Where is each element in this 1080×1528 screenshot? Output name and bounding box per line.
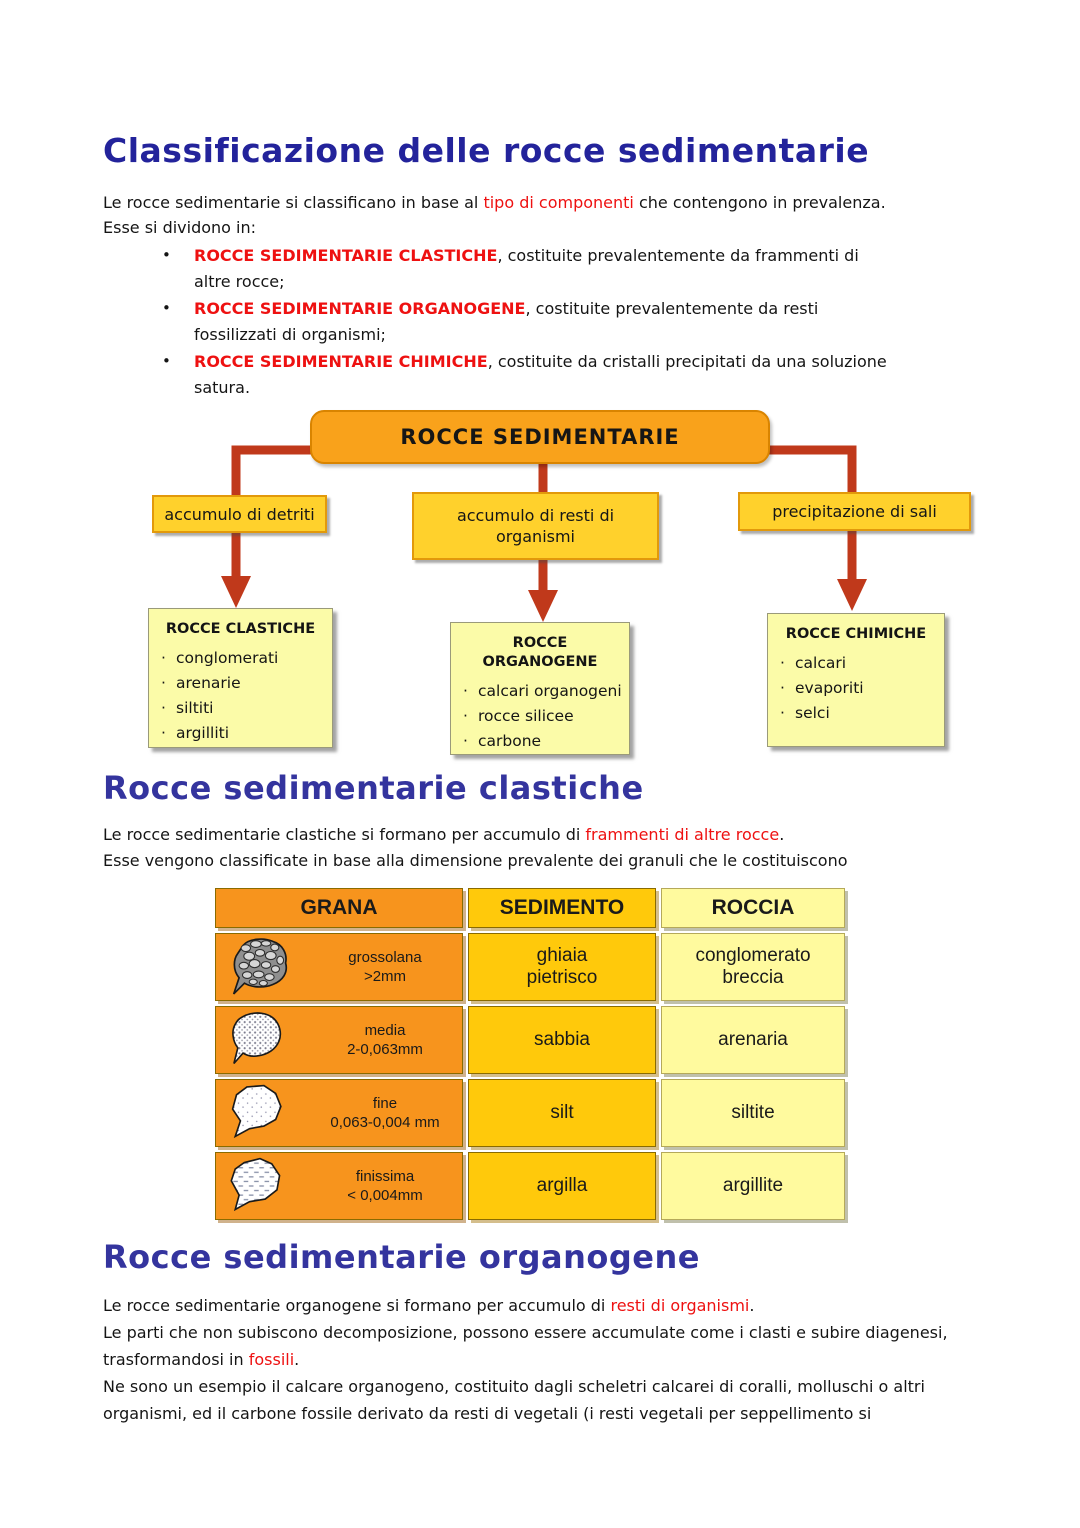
result-items	[459, 679, 621, 754]
list-item: · calcari organogeni	[463, 682, 622, 700]
organogene-paragraph: Le parti che non subiscono decomposizione, possono essere accumulate come i clasti e subire diagenesi, trasformandosi in fossili.	[103, 1323, 948, 1369]
bullet-icon: •	[162, 246, 171, 264]
bullet-icon: •	[162, 299, 171, 317]
sand-dense-dots-icon	[224, 1010, 296, 1070]
bullet-icon: •	[162, 352, 171, 370]
organogene-paragraphs	[103, 1292, 1011, 1427]
list-item	[162, 349, 892, 401]
column-header-roccia: ROCCIA	[661, 888, 845, 928]
list-item: · argilliti	[161, 724, 230, 742]
classification-flowchart	[0, 400, 1080, 772]
organogene-highlight: fossili	[248, 1350, 295, 1369]
list-item: · conglomerati	[161, 649, 279, 667]
table-row-sediment-cell: silt	[468, 1079, 656, 1147]
intro-lead-in: Esse si dividono in:	[103, 218, 257, 237]
rock-type-desc: , costituite da cristalli precipitati da una soluzione satura.	[194, 352, 887, 397]
flowchart-process-node: precipitazione di sali	[738, 492, 971, 531]
list-item	[162, 296, 892, 348]
list-item: · rocce silicee	[463, 707, 574, 725]
table-row-rock-cell: conglomerato breccia	[661, 933, 845, 1001]
result-title: ROCCE CLASTICHE	[165, 621, 316, 637]
flowchart-process-node: accumulo di resti di organismi	[412, 492, 659, 560]
result-items	[776, 651, 936, 726]
rock-type-desc: , costituite prevalentemente da resti fossilizzati di organismi;	[194, 299, 819, 344]
grain-label: finissima < 0,004mm	[347, 1168, 423, 1204]
clay-dashes-icon	[224, 1156, 296, 1216]
list-item: · evaporiti	[780, 679, 864, 697]
arrow-down-icon	[528, 590, 558, 622]
intro-paragraph	[103, 190, 1023, 240]
flowchart-result-node	[767, 613, 945, 747]
table-row-grana-cell	[215, 1152, 463, 1220]
conglomerate-pebbles-icon	[224, 936, 300, 998]
table-row-grana-cell	[215, 1079, 463, 1147]
result-title: ROCCE ORGANOGENE	[482, 635, 598, 670]
flowchart-process-node: accumulo di detriti	[152, 495, 327, 533]
table-row-grana-cell	[215, 933, 463, 1001]
grain-label: fine 0,063-0,004 mm	[330, 1095, 440, 1131]
table-row-rock-cell: arenaria	[661, 1006, 845, 1074]
table-row-rock-cell: argillite	[661, 1152, 845, 1220]
silt-sparse-dots-icon	[224, 1083, 296, 1143]
result-title: ROCCE CHIMICHE	[785, 626, 927, 642]
page-title: Classificazione delle rocce sedimentarie	[103, 131, 870, 170]
organogene-highlight: resti di organismi	[610, 1296, 750, 1315]
table-row-sediment-cell: ghiaia pietrisco	[468, 933, 656, 1001]
intro-text-cont: che contengono in prevalenza.	[633, 193, 886, 212]
table-row-grana-cell	[215, 1006, 463, 1074]
grain-size-table	[215, 888, 843, 1220]
grain-label: grossolana >2mm	[348, 949, 422, 985]
result-items	[157, 646, 324, 746]
rock-types-list	[162, 243, 892, 402]
rock-type-name: ROCCE SEDIMENTARIE CHIMICHE	[194, 352, 488, 371]
list-item: · calcari	[780, 654, 847, 672]
arrow-down-icon	[837, 579, 867, 611]
list-item: · selci	[780, 704, 830, 722]
clastiche-paragraph: Le rocce sedimentarie clastiche si formano per accumulo di frammenti di altre rocce. Esse vengono classificate in base alla dimensione prevalente dei granuli che le costituiscono	[103, 825, 848, 870]
rock-type-name: ROCCE SEDIMENTARIE CLASTICHE	[194, 246, 498, 265]
flowchart-result-node	[450, 622, 630, 755]
intro-text: Le rocce sedimentarie si classificano in base al	[103, 193, 484, 212]
arrow-down-icon	[221, 576, 251, 608]
table-row-rock-cell: siltite	[661, 1079, 845, 1147]
rock-type-desc: , costituite prevalentemente da frammenti di altre rocce;	[194, 246, 859, 291]
organogene-paragraph: Ne sono un esempio il calcare organogeno, costituito dagli scheletri calcarei di coralli, molluschi o altri organismi, ed il carbone fossile derivato da resti di vegetali (i resti vegetali per seppellimento si	[103, 1377, 925, 1423]
grain-label: media 2-0,063mm	[347, 1022, 423, 1058]
flowchart-root-node: ROCCE SEDIMENTARIE	[310, 410, 770, 464]
list-item: · siltiti	[161, 699, 214, 717]
column-header-grana: GRANA	[215, 888, 463, 928]
clastiche-highlight: frammenti di altre rocce	[585, 825, 780, 844]
organogene-paragraph: Le rocce sedimentarie organogene si formano per accumulo di resti di organismi.	[103, 1296, 755, 1315]
rock-type-name: ROCCE SEDIMENTARIE ORGANOGENE	[194, 299, 526, 318]
list-item	[162, 243, 892, 295]
section-heading-organogene: Rocce sedimentarie organogene	[103, 1238, 700, 1276]
list-item: · carbone	[463, 732, 542, 750]
flowchart-result-node	[148, 608, 333, 748]
table-row-sediment-cell: argilla	[468, 1152, 656, 1220]
list-item: · arenarie	[161, 674, 241, 692]
column-header-sedimento: SEDIMENTO	[468, 888, 656, 928]
intro-highlight: tipo di componenti	[483, 193, 634, 212]
section-heading-clastiche: Rocce sedimentarie clastiche	[103, 769, 644, 807]
table-row-sediment-cell: sabbia	[468, 1006, 656, 1074]
